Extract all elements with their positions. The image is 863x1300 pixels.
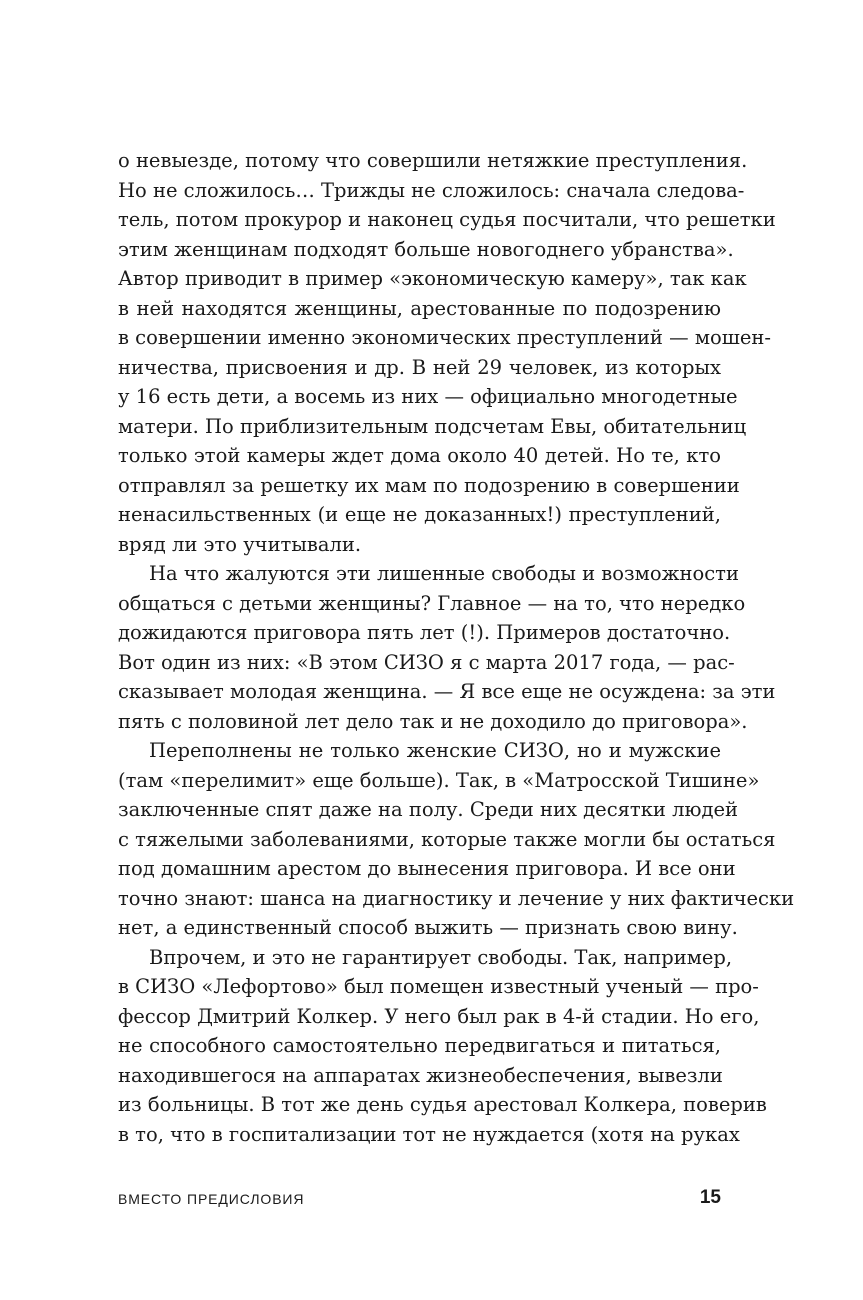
text-line: у 16 есть дети, а восемь из них — официально многодетные [118,385,738,408]
text-line: вряд ли это учитывали. [118,532,362,556]
text-line: этим женщинам подходят больше новогоднего убранства». [118,237,734,261]
text-line: матери. По приблизительным подсчетам Евы, обитательниц [118,414,747,438]
text-line: отправлял за решетку их мам по подозрению в совершении [118,473,740,497]
text-line: Вот один из них: «В этом СИЗО я с марта 2017 года, — рас- [118,650,735,674]
text-line: в то, что в госпитализации тот не нуждается (хотя на руках [118,1122,740,1146]
text-line: Автор приводит в пример «экономическую камеру», так как [118,267,747,290]
text-line: ничества, присвоения и др. В ней 29 человек, из которых [118,355,721,379]
text-line: из больницы. В тот же день судья арестовал Колкера, поверив [118,1093,767,1116]
text-line: тель, потом прокурор и наконец судья посчитали, что решетки [118,208,776,231]
text-line: в СИЗО «Лефортово» был помещен известный ученый — про- [118,975,759,998]
text-line: общаться с детьми женщины? Главное — на то, что нередко [118,591,746,615]
text-line: фессор Дмитрий Колкер. У него был рак в 4-й стадии. Но его, [118,1004,760,1028]
text-line: На что жалуются эти лишенные свободы и возможности [149,562,739,585]
text-line: в ней находятся женщины, арестованные по подозрению [118,296,721,320]
running-head: ВМЕСТО ПРЕДИСЛОВИЯ [118,1191,305,1207]
text-line: нет, а единственный способ выжить — признать свою вину. [118,916,738,939]
text-line: точно знают: шанса на диагностику и лечение у них фактически [118,886,795,910]
text-line: Впрочем, и это не гарантирует свободы. Так, например, [149,945,733,969]
text-line: с тяжелыми заболеваниями, которые также могли бы остаться [118,827,776,851]
text-line: заключенные спят даже на полу. Среди них десятки людей [118,798,739,821]
text-line: не способного самостоятельно передвигаться и питаться, [118,1034,721,1057]
text-line: сказывает молодая женщина. — Я все еще не осуждена: за эти [118,680,776,703]
text-line: находившегося на аппаратах жизнеобеспечения, вывезли [118,1063,723,1087]
text-line: ненасильственных (и еще не доказанных!) преступлений, [118,503,721,526]
text-line: дожидаются приговора пять лет (!). Примеров достаточно. [118,621,731,644]
text-line: Переполнены не только женские СИЗО, но и мужские [149,739,721,762]
text-line: в совершении именно экономических преступлений — мошен- [118,326,771,349]
text-line: Но не сложилось… Трижды не сложилось: сначала следова- [118,178,745,202]
text-line: (там «перелимит» еще больше). Так, в «Матросской Тишине» [118,768,760,792]
page-number: 15 [699,1187,721,1208]
page-footer [118,1187,721,1213]
text-line: под домашним арестом до вынесения приговора. И все они [118,857,736,880]
body-text [118,146,795,1149]
text-line: только этой камеры ждет дома около 40 детей. Но те, кто [118,444,721,467]
text-line: о невыезде, потому что совершили нетяжкие преступления. [118,149,748,172]
text-line: пять с половиной лет дело так и не доходило до приговора». [118,709,748,733]
